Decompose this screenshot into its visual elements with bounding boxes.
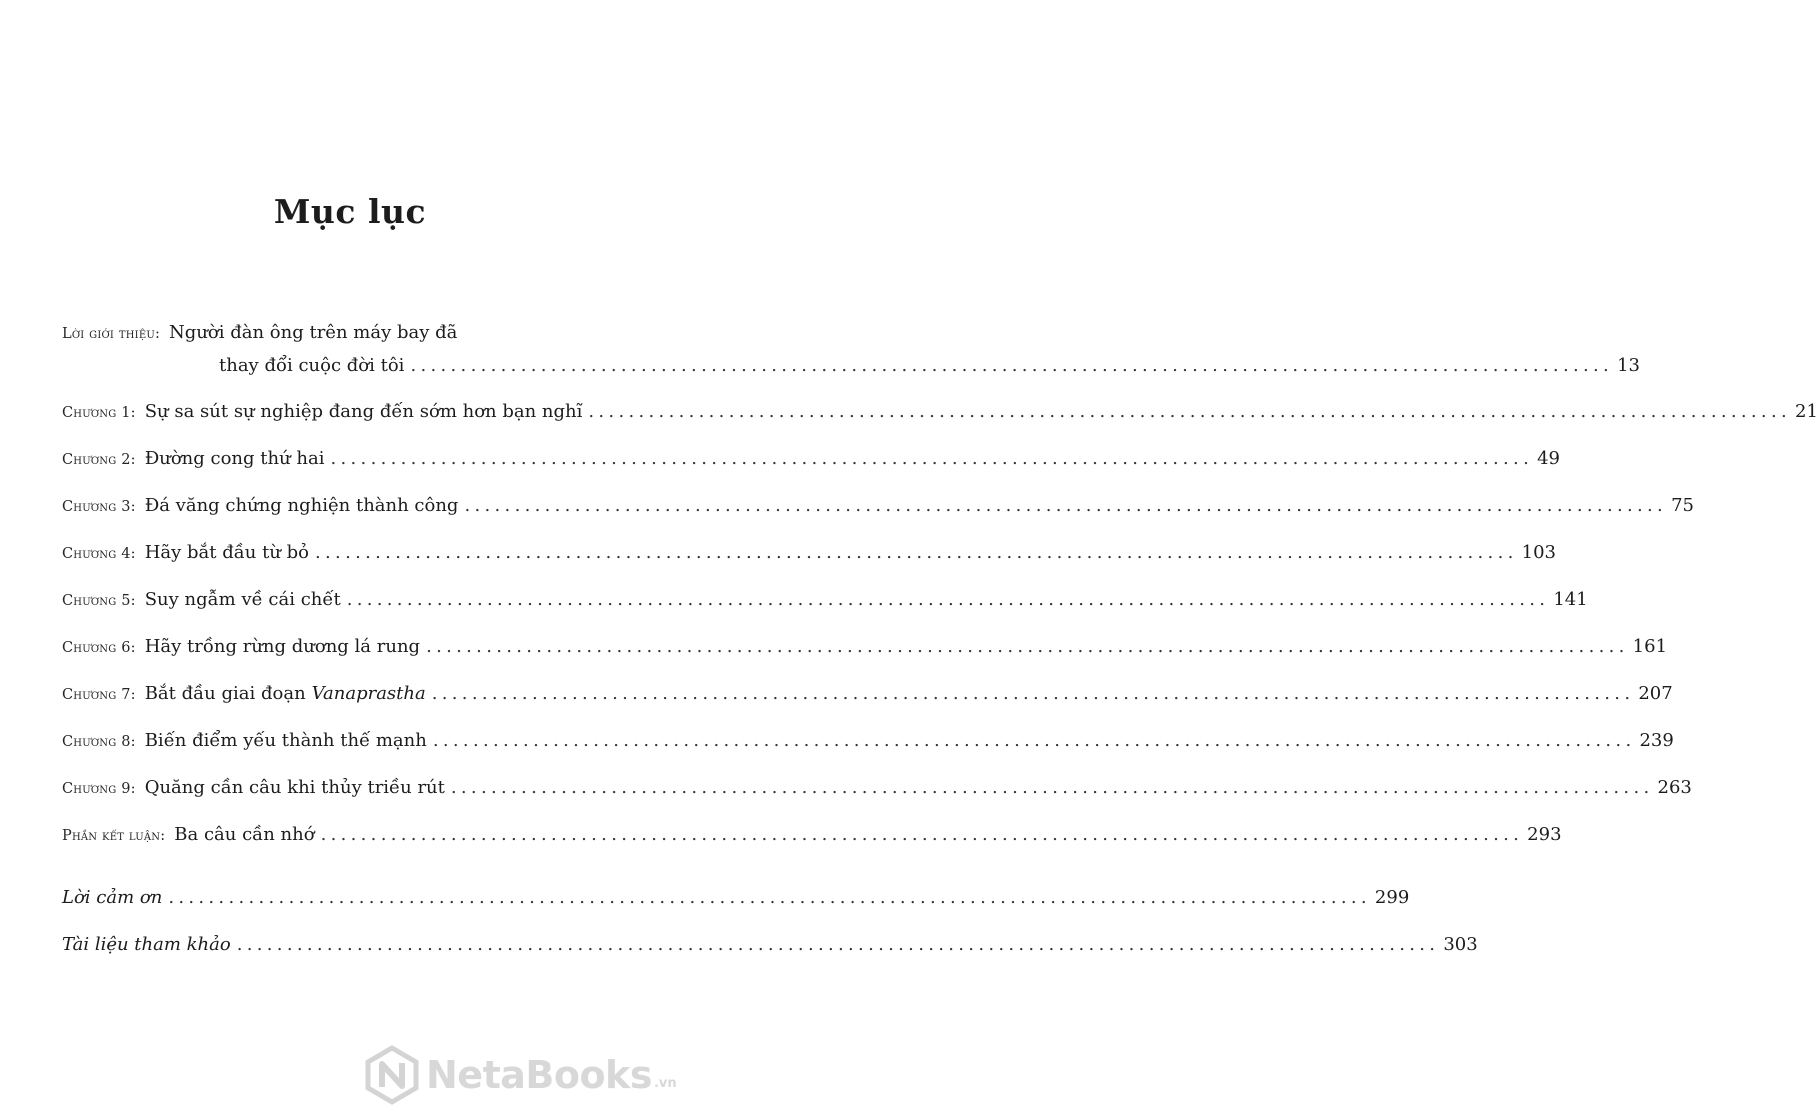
- toc-page-number: 207: [1638, 683, 1673, 704]
- toc-page-number: 161: [1632, 636, 1668, 657]
- toc-page-number: 75: [1671, 495, 1694, 516]
- netabooks-logo-icon: [364, 1045, 420, 1105]
- toc-leader: ........................................................................................................................: [450, 777, 1654, 798]
- toc-leader: ........................................................................................................................: [315, 542, 1518, 563]
- toc-leader: ........................................................................................................................: [346, 589, 1550, 610]
- toc-page-number: 293: [1527, 824, 1562, 845]
- toc-page-number: 263: [1657, 777, 1692, 798]
- toc-title: Quăng cần câu khi thủy triều rút: [144, 777, 445, 798]
- toc-label: Chương 1:: [62, 405, 136, 421]
- toc-label: Phần kết luận:: [62, 828, 166, 844]
- toc-entry-chapter-5[interactable]: [62, 589, 1588, 617]
- toc-label: Chương 6:: [62, 640, 136, 656]
- toc-page-number: 303: [1443, 934, 1478, 955]
- toc-entry-acknowledgements[interactable]: [62, 887, 1410, 915]
- toc-entry-intro[interactable]: [62, 322, 635, 350]
- toc-entry-intro-cont[interactable]: [219, 355, 1640, 383]
- toc-page-number: 239: [1639, 730, 1674, 751]
- toc-entry-chapter-3[interactable]: [62, 495, 1694, 523]
- toc-label: Chương 7:: [62, 687, 136, 703]
- toc-leader: ........................................................................................................................: [588, 401, 1791, 422]
- toc-title: Suy ngẫm về cái chết: [144, 589, 341, 610]
- toc-label: Chương 8:: [62, 734, 136, 750]
- toc-leader: ........................................................................................................................: [330, 448, 1534, 469]
- toc-title-italic: Vanaprastha: [311, 683, 426, 704]
- toc-title: Tài liệu tham khảo: [62, 934, 231, 955]
- toc-label: Lời giới thiệu:: [62, 326, 161, 342]
- toc-leader: ........................................................................................................................: [320, 824, 1524, 845]
- toc-page-number: 13: [1617, 355, 1640, 376]
- toc-title: Hãy bắt đầu từ bỏ: [144, 542, 310, 563]
- toc-title: Bắt đầu giai đoạn: [144, 683, 306, 704]
- toc-entry-chapter-9[interactable]: [62, 777, 1692, 805]
- toc-title: Người đàn ông trên máy bay đã: [169, 322, 458, 343]
- watermark-brand: NetaBooks: [426, 1053, 652, 1097]
- toc-label: Chương 3:: [62, 499, 136, 515]
- toc-leader: ........................................................................................................................: [464, 495, 1668, 516]
- toc-entry-chapter-7[interactable]: [62, 683, 1673, 711]
- toc-title: thay đổi cuộc đời tôi: [219, 355, 405, 376]
- toc-title: Biến điểm yếu thành thế mạnh: [144, 730, 427, 751]
- toc-entry-chapter-2[interactable]: [62, 448, 1560, 476]
- toc-page-number: 21: [1795, 401, 1818, 422]
- toc-page-number: 299: [1374, 887, 1410, 908]
- toc-label: Chương 2:: [62, 452, 136, 468]
- toc-page-number: 49: [1537, 448, 1560, 469]
- toc-label: Chương 9:: [62, 781, 136, 797]
- toc-entry-references[interactable]: [62, 934, 1478, 962]
- toc-leader: ........................................................................................................................: [236, 934, 1440, 955]
- toc-page-number: 103: [1521, 542, 1556, 563]
- toc-title: Hãy trồng rừng dương lá rung: [144, 636, 421, 657]
- toc-page-number: 141: [1553, 589, 1588, 610]
- toc-leader: ........................................................................................................................: [432, 730, 1636, 751]
- toc-title: Lời cảm ơn: [62, 887, 163, 908]
- toc-title: Ba câu cần nhớ: [174, 824, 315, 845]
- toc-entry-conclusion[interactable]: [62, 824, 1562, 852]
- watermark-suffix: .vn: [653, 1076, 677, 1091]
- toc-entry-chapter-4[interactable]: [62, 542, 1556, 570]
- toc-entry-chapter-8[interactable]: [62, 730, 1674, 758]
- toc-title: Sự sa sút sự nghiệp đang đến sớm hơn bạn nghĩ: [144, 401, 583, 422]
- toc-leader: ........................................................................................................................: [168, 887, 1371, 908]
- toc-entry-chapter-1[interactable]: [62, 401, 1818, 429]
- toc-title: Đường cong thứ hai: [144, 448, 325, 469]
- toc-entry-chapter-6[interactable]: [62, 636, 1668, 664]
- page-title: Mục lục: [273, 192, 427, 231]
- toc-title: Đá văng chứng nghiện thành công: [144, 495, 459, 516]
- toc-leader: ........................................................................................................................: [426, 636, 1629, 657]
- toc-label: Chương 5:: [62, 593, 136, 609]
- toc-leader: ........................................................................................................................: [431, 683, 1635, 704]
- toc-label: Chương 4:: [62, 546, 136, 562]
- netabooks-watermark: [364, 1045, 694, 1105]
- toc-leader: ........................................................................................................................: [410, 355, 1614, 376]
